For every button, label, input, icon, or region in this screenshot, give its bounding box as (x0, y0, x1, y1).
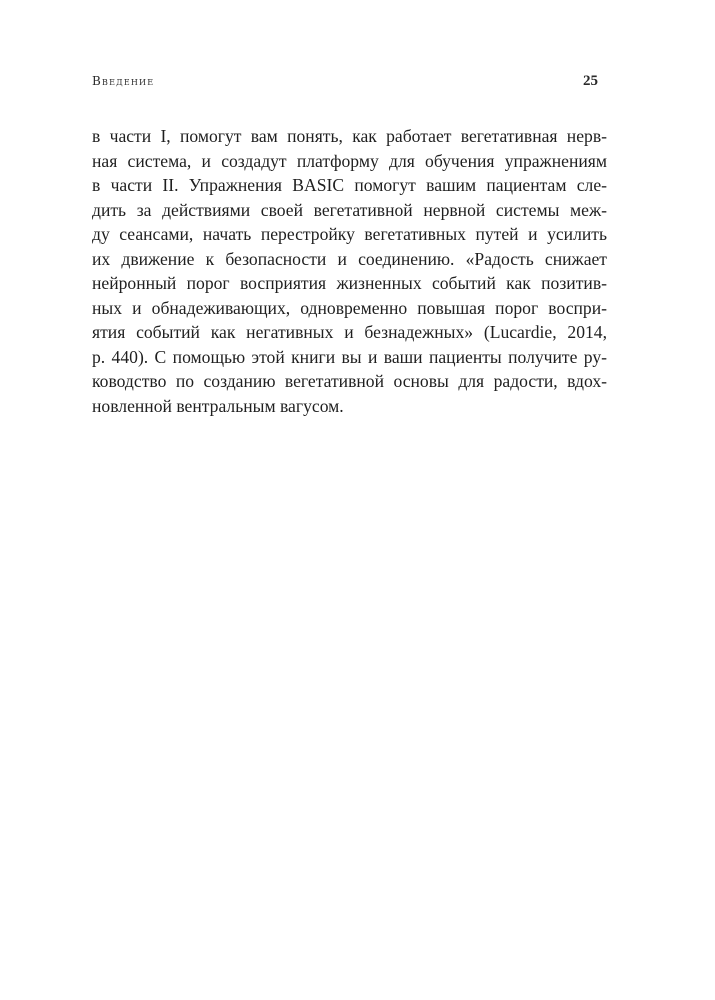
body-paragraph (92, 124, 607, 418)
text-line: ная система, и создадут платформу для обучения упражнениям (92, 150, 607, 171)
text-line: ятия событий как негативных и безнадежных» (Lucardie, 2014, (92, 322, 607, 342)
text-line: их движение к безопасности и соединению. «Радость снижает (92, 248, 607, 269)
text-line: ду сеансами, начать перестройку вегетативных путей и усилить (92, 224, 607, 244)
text-line-last: новленной вентральным вагусом. (92, 395, 344, 416)
text-line: в части II. Упражнения BASIC помогут вашим пациентам сле- (92, 175, 607, 195)
text-line: ных и обнадеживающих, одновременно повышая порог воспри- (92, 297, 607, 318)
text-line: ководство по созданию вегетативной основы для радости, вдох- (92, 371, 607, 391)
page-number: 25 (583, 73, 598, 89)
text-line: в части I, помогут вам понять, как работает вегетативная нерв- (92, 126, 607, 146)
text-line: нейронный порог восприятия жизненных событий как позитив- (92, 273, 607, 293)
text-line: дить за действиями своей вегетативной нервной системы меж- (92, 199, 607, 220)
running-head-title: Введение (92, 74, 155, 88)
text-line: p. 440). С помощью этой книги вы и ваши пациенты получите ру- (92, 346, 607, 367)
